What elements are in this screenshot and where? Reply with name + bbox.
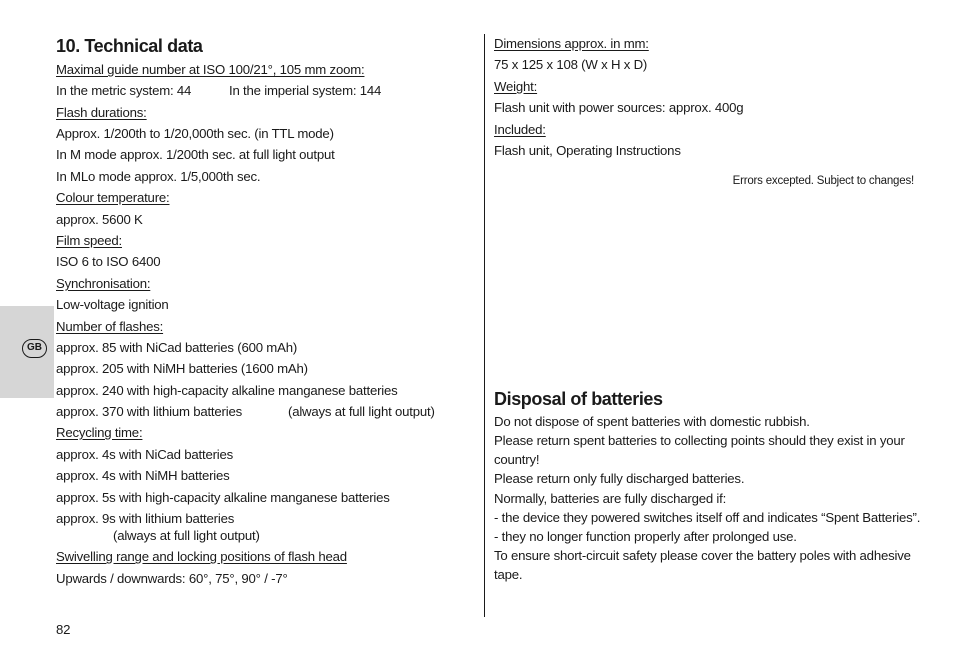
film-speed-heading: Film speed: [56,233,122,248]
recycling-line: approx. 4s with NiCad batteries [56,447,234,462]
flashes-line: approx. 240 with high-capacity alkaline manganese batteries [56,383,398,398]
errors-note: Errors excepted. Subject to changes! [732,175,914,187]
colour-temperature-heading: Colour temperature: [56,190,170,205]
dimensions-value: 75 x 125 x 108 (W x H x D) [494,57,648,72]
flashes-line: approx. 370 with lithium batteries [56,404,242,419]
dimensions-heading: Dimensions approx. in mm: [494,36,649,51]
recycling-note: (always at full light output) [113,528,260,543]
recycling-time-heading: Recycling time: [56,425,143,440]
disposal-line: country! [494,452,540,467]
flash-durations-heading: Flash durations: [56,105,147,120]
disposal-line: Do not dispose of spent batteries with domestic rubbish. [494,414,810,429]
flash-duration-line: In M mode approx. 1/200th sec. at full light output [56,147,335,162]
included-value: Flash unit, Operating Instructions [494,143,681,158]
disposal-line: tape. [494,567,523,582]
disposal-line: To ensure short-circuit safety please cover the battery poles with adhesive [494,548,911,563]
recycling-line: approx. 4s with NiMH batteries [56,468,230,483]
weight-value: Flash unit with power sources: approx. 400g [494,100,744,115]
weight-heading: Weight: [494,79,538,94]
page-number: 82 [56,622,71,637]
flashes-note: (always at full light output) [288,404,435,419]
flash-duration-line: In MLo mode approx. 1/5,000th sec. [56,169,261,184]
synchronisation-value: Low-voltage ignition [56,297,169,312]
column-divider [484,34,485,617]
disposal-line: - the device they powered switches itself off and indicates “Spent Batteries”. [494,510,921,525]
flash-duration-line: Approx. 1/200th to 1/20,000th sec. (in TTL mode) [56,126,334,141]
synchronisation-heading: Synchronisation: [56,276,151,291]
guide-number-metric: In the metric system: 44 [56,83,192,98]
swivelling-range-value: Upwards / downwards: 60°, 75°, 90° / -7° [56,571,288,586]
recycling-line: approx. 5s with high-capacity alkaline manganese batteries [56,490,390,505]
disposal-title: Disposal of batteries [494,389,663,409]
guide-number-heading: Maximal guide number at ISO 100/21°, 105 mm zoom: [56,62,365,77]
disposal-line: Normally, batteries are fully discharged if: [494,491,727,506]
disposal-line: Please return only fully discharged batteries. [494,471,745,486]
included-heading: Included: [494,122,546,137]
flashes-line: approx. 85 with NiCad batteries (600 mAh) [56,340,298,355]
disposal-line: Please return spent batteries to collecting points should they exist in your [494,433,905,448]
film-speed-value: ISO 6 to ISO 6400 [56,254,161,269]
colour-temperature-value: approx. 5600 K [56,212,143,227]
flashes-line: approx. 205 with NiMH batteries (1600 mAh) [56,361,308,376]
number-of-flashes-heading: Number of flashes: [56,319,164,334]
technical-data-title: 10. Technical data [56,36,203,56]
guide-number-imperial: In the imperial system: 144 [229,83,382,98]
recycling-line: approx. 9s with lithium batteries [56,511,235,526]
language-badge: GB [22,339,47,358]
swivelling-range-heading: Swivelling range and locking positions of flash head [56,549,347,564]
disposal-line: - they no longer function properly after prolonged use. [494,529,797,544]
